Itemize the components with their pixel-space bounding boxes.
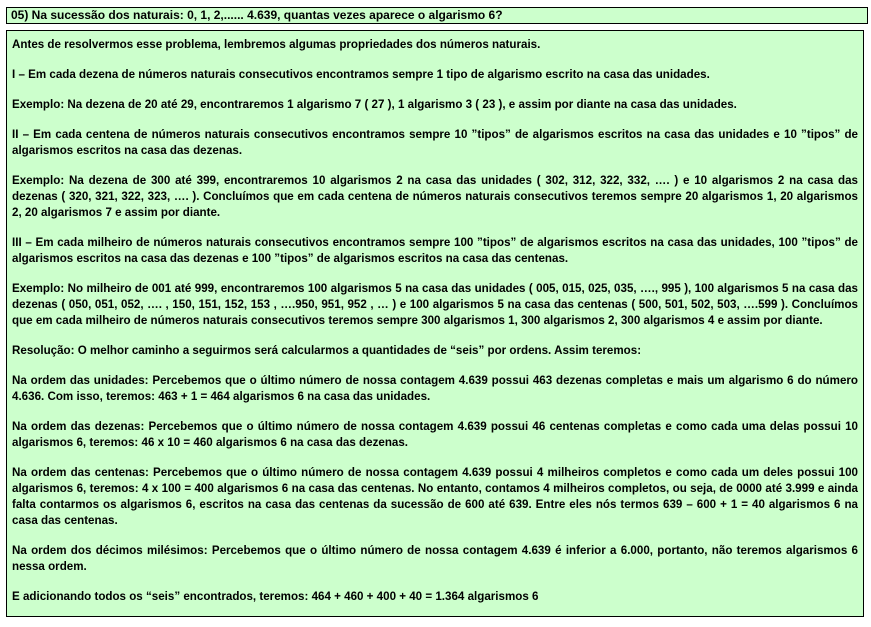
- paragraph-example-1: Exemplo: Na dezena de 20 até 29, encontraremos 1 algarismo 7 ( 27 ), 1 algarismo 3 ( 23 ), e assim por diante na casa das unidades.: [12, 98, 737, 111]
- paragraph-property-3: III – Em cada milheiro de números naturais consecutivos encontramos sempre 100 ”tipos” de algarismos escritos na casa das unidades, 100 ”tipos” de algarismos escritos na casa das dezenas e 100 ”tipos” de algarismos escritos na casa das centenas.: [12, 236, 858, 265]
- paragraph-total: E adicionando todos os “seis” encontrados, teremos: 464 + 460 + 400 + 40 = 1.364 algarismos 6: [12, 590, 539, 603]
- paragraph-resolution: Resolução: O melhor caminho a seguirmos será calcularmos a quantidades de “seis” por ordens. Assim teremos:: [12, 344, 642, 357]
- paragraph-tens: Na ordem das dezenas: Percebemos que o último número de nossa contagem 4.639 possui 46 centenas completas e como cada uma delas possui 10 algarismos 6, teremos: 46 x 10 = 460 algarismos 6 na casa das dezenas.: [12, 420, 858, 449]
- paragraph-property-1: I – Em cada dezena de números naturais consecutivos encontramos sempre 1 tipo de algarismo escrito na casa das unidades.: [12, 68, 710, 81]
- answer-box: [6, 30, 864, 617]
- paragraph-property-2: II – Em cada centena de números naturais consecutivos encontramos sempre 10 ”tipos” de algarismos escritos na casa das unidades e 10 ”tipos” de algarismos escritos na casa das dezenas.: [12, 128, 858, 157]
- paragraph-example-3: Exemplo: No milheiro de 001 até 999, encontraremos 100 algarismos 5 na casa das unidades ( 005, 015, 025, 035, …., 995 ), 100 algarismos 5 na casa das dezenas ( 050, 051, 052, …. , 150, 151, 152, 153 , ….950, 951, 952 , … ) e 100 algarismos 5 na casa das centenas ( 500, 501, 502, 503, ….599 ). Concluímos que em cada milheiro de números naturais consecutivos teremos sempre 300 algarismos 1, 300 algarismos 2, 300 algarismos 4 e assim por diante.: [12, 282, 858, 327]
- paragraph-thousands: Na ordem dos décimos milésimos: Percebemos que o último número de nossa contagem 4.639 é inferior a 6.000, portanto, não teremos algarismos 6 nessa ordem.: [12, 544, 858, 573]
- question-header: 05) Na sucessão dos naturais: 0, 1, 2,...... 4.639, quantas vezes aparece o algarismo 6?: [6, 7, 868, 24]
- paragraph-intro: Antes de resolvermos esse problema, lembremos algumas propriedades dos números naturais.: [12, 38, 541, 51]
- paragraph-example-2: Exemplo: Na dezena de 300 até 399, encontraremos 10 algarismos 2 na casa das unidades ( 302, 312, 322, 332, …. ) e 10 algarismos 2 na casa das dezenas ( 320, 321, 322, 323, …. ). Concluímos que em cada centena de números naturais consecutivos teremos sempre 20 algarismos 1, 20 algarismos 2, 20 algarismos 7 e assim por diante.: [12, 174, 858, 219]
- paragraph-hundreds: Na ordem das centenas: Percebemos que o último número de nossa contagem 4.639 possui 4 milheiros completos e como cada um deles possui 100 algarismos 6, teremos: 4 x 100 = 400 algarismos 6 na casa das centenas. No entanto, contamos 4 milheiros completos, ou seja, de 0000 até 3.999 e ainda falta contarmos os algarismos 6, escritos na casa das centenas da sucessão de 600 até 639. Entre eles nós termos 639 – 600 + 1 = 40 algarismos 6 na casa das centenas.: [12, 466, 858, 527]
- paragraph-units: Na ordem das unidades: Percebemos que o último número de nossa contagem 4.639 possui 463 dezenas completas e mais um algarismo 6 do número 4.636. Com isso, teremos: 463 + 1 = 464 algarismos 6 na casa das unidades.: [12, 374, 858, 403]
